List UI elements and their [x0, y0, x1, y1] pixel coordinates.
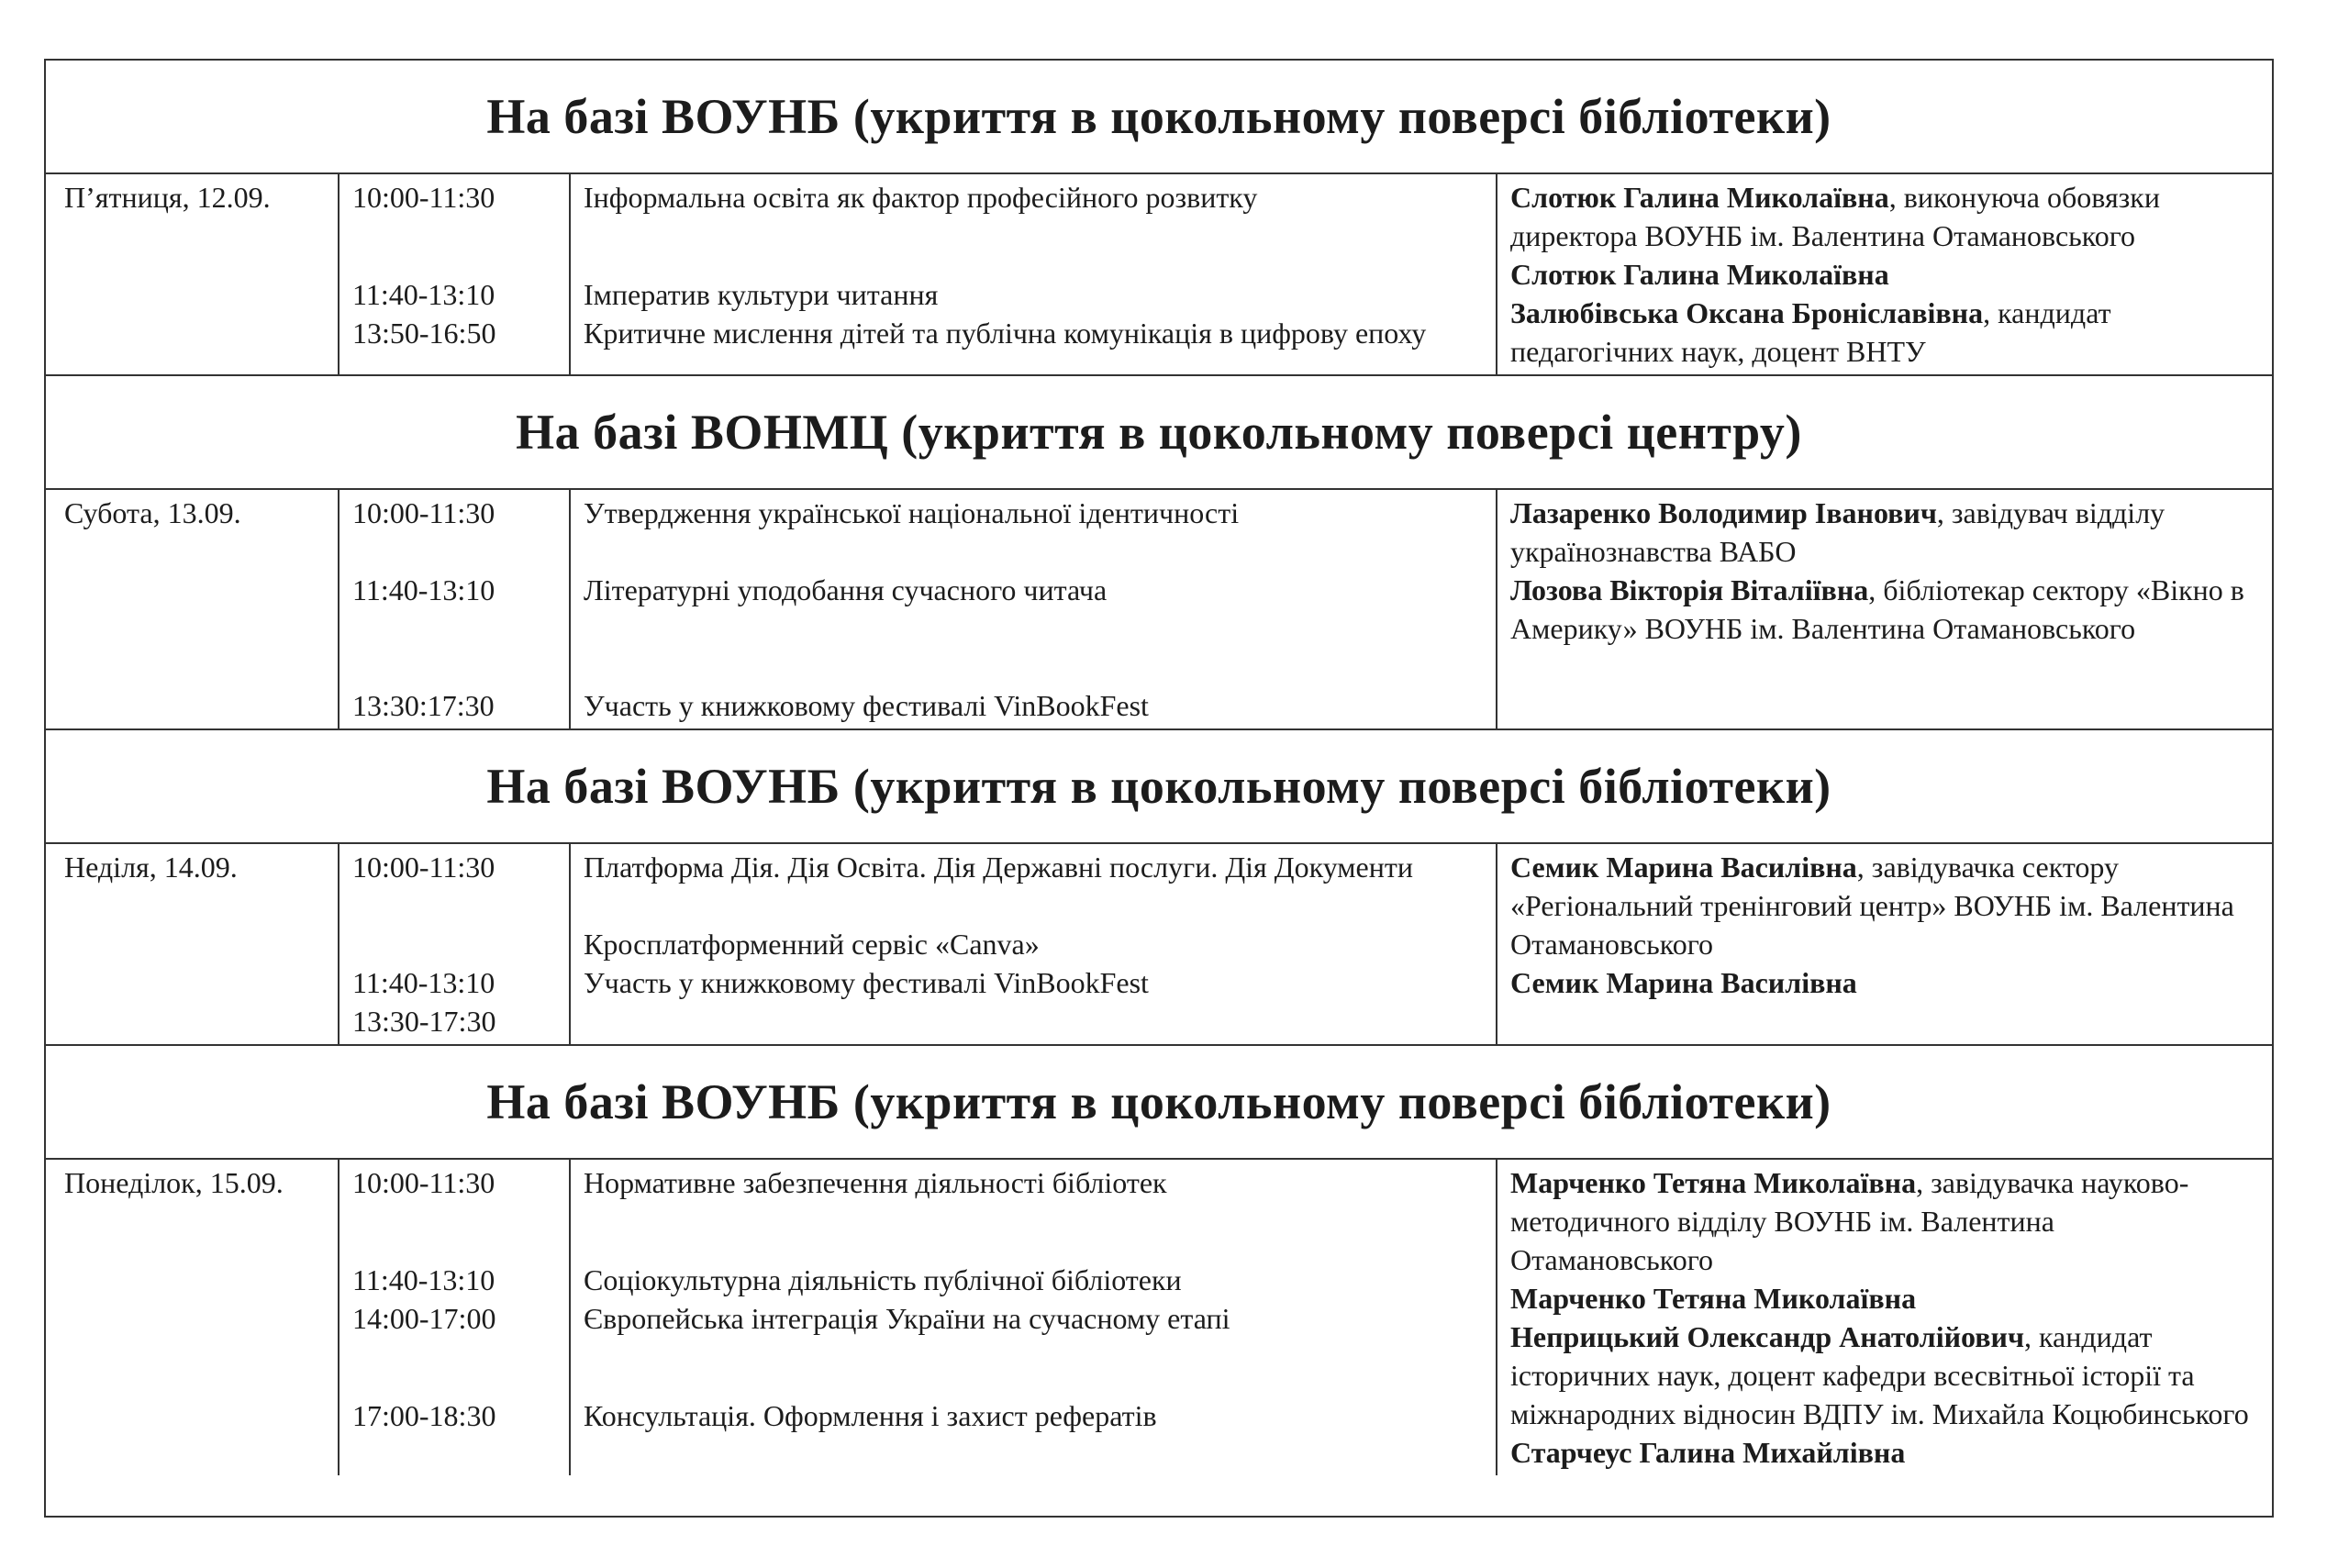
topic: Участь у книжковому фестивалі VinBookFest: [584, 966, 1149, 999]
speaker: [1510, 294, 2263, 371]
topic-column: [571, 174, 1497, 374]
speaker-role: , кандидат історичних наук, доцент кафедри всесвітньої історії та міжнародних відносин ВДПУ ім. Михайла Коцюбинського: [1510, 1320, 2249, 1430]
topic-column: [571, 490, 1497, 728]
speaker-name: Слотюк Галина Миколаївна: [1510, 181, 1889, 214]
speaker: [1510, 1433, 2263, 1472]
time-slot: 13:30:17:30: [352, 689, 495, 722]
time-slot: 13:50-16:50: [352, 317, 496, 350]
speaker-name: Слотюк Галина Миколаївна: [1510, 258, 1889, 291]
speaker: [1510, 255, 2263, 294]
time-slot: 10:00-11:30: [352, 1166, 495, 1199]
speaker-name: Лазаренко Володимир Іванович: [1510, 496, 1937, 529]
day-date: Неділя, 14.09.: [46, 844, 340, 1044]
time-slot: 11:40-13:10: [352, 966, 495, 999]
topic: Інформальна освіта як фактор професійного розвитку: [584, 181, 1258, 214]
topic: Утвердження української національної ідентичності: [584, 496, 1240, 529]
speaker: [1510, 571, 2263, 648]
time-slot: 10:00-11:30: [352, 851, 495, 884]
day-row: [46, 1160, 2272, 1475]
time-column: [340, 844, 571, 1044]
time-column: [340, 490, 571, 728]
topic: Консультація. Оформлення і захист рефератів: [584, 1399, 1157, 1432]
speaker: [1510, 848, 2263, 963]
speaker: [1510, 178, 2263, 255]
topic: Платформа Дія. Дія Освіта. Дія Державні послуги. Дія Документи: [584, 851, 1413, 884]
speaker-name: Лозова Вікторія Віталіївна: [1510, 573, 1869, 606]
time-slot: 17:00-18:30: [352, 1399, 496, 1432]
speaker: [1510, 963, 2263, 1002]
day-date: Субота, 13.09.: [46, 490, 340, 728]
time-slot: 10:00-11:30: [352, 496, 495, 529]
time-column: [340, 174, 571, 374]
day-date: Понеділок, 15.09.: [46, 1160, 340, 1475]
time-slot: 14:00-17:00: [352, 1302, 496, 1335]
speaker-name: Залюбівська Оксана Броніславівна: [1510, 296, 1984, 329]
speaker-role: , виконуюча обовязки директора ВОУНБ ім. Валентина Отамановського: [1510, 181, 2160, 252]
topic: Європейська інтеграція України на сучасному етапі: [584, 1302, 1230, 1335]
speaker-name: Старчеус Галина Михайлівна: [1510, 1436, 1906, 1469]
speaker-name: Марченко Тетяна Миколаївна: [1510, 1166, 1917, 1199]
speaker-name: Марченко Тетяна Миколаївна: [1510, 1282, 1917, 1315]
topic: Критичне мислення дітей та публічна комунікація в цифрову епоху: [584, 317, 1427, 350]
section-heading: На базі ВОУНБ (укриття в цокольному поверсі бібліотеки): [46, 730, 2272, 844]
speaker-column: [1497, 174, 2276, 374]
topic-column: [571, 844, 1497, 1044]
time-column: [340, 1160, 571, 1475]
speaker-role: , завідувач відділу українознавства ВАБО: [1510, 496, 2165, 568]
speaker-role: , кандидат педагогічних наук, доцент ВНТУ: [1510, 296, 2111, 368]
section-heading: На базі ВОНМЦ (укриття в цокольному поверсі центру): [46, 376, 2272, 490]
speaker-name: Семик Марина Василівна: [1510, 851, 1857, 884]
time-slot: 11:40-13:10: [352, 573, 495, 606]
topic: Соціокультурна діяльність публічної бібліотеки: [584, 1263, 1182, 1296]
speaker-column: [1497, 1160, 2276, 1475]
speaker: [1510, 1318, 2263, 1433]
speaker-column: [1497, 844, 2276, 1044]
time-slot: 11:40-13:10: [352, 278, 495, 311]
speaker: [1510, 494, 2263, 571]
topic: Імператив культури читання: [584, 278, 939, 311]
day-date: П’ятниця, 12.09.: [46, 174, 340, 374]
speaker-name: Неприцький Олександр Анатолійович: [1510, 1320, 2024, 1353]
topic: Участь у книжковому фестивалі VinBookFest: [584, 689, 1149, 722]
section-heading: На базі ВОУНБ (укриття в цокольному поверсі бібліотеки): [46, 61, 2272, 174]
day-row: [46, 490, 2272, 730]
topic: Нормативне забезпечення діяльності бібліотек: [584, 1166, 1167, 1199]
day-row: [46, 844, 2272, 1046]
time-slot: 10:00-11:30: [352, 181, 495, 214]
speaker-role: , бібліотекар сектору «Вікно в Америку» ВОУНБ ім. Валентина Отамановського: [1510, 573, 2244, 645]
topic: Літературні уподобання сучасного читача: [584, 573, 1108, 606]
day-row: [46, 174, 2272, 376]
speaker: [1510, 1279, 2263, 1318]
speaker-role: , завідувачка науково-методичного відділу ВОУНБ ім. Валентина Отамановського: [1510, 1166, 2189, 1276]
topic: Кросплатформенний сервіс «Canva»: [584, 928, 1040, 961]
speaker-column: [1497, 490, 2276, 728]
schedule-table: [44, 59, 2274, 1518]
topic-column: [571, 1160, 1497, 1475]
speaker-name: Семик Марина Василівна: [1510, 966, 1857, 999]
time-slot: 13:30-17:30: [352, 1005, 496, 1038]
time-slot: 11:40-13:10: [352, 1263, 495, 1296]
speaker: [1510, 1163, 2263, 1279]
section-heading: На базі ВОУНБ (укриття в цокольному поверсі бібліотеки): [46, 1046, 2272, 1160]
speaker-role: , завідувачка сектору «Регіональний тренінговий центр» ВОУНБ ім. Валентина Отамановського: [1510, 851, 2234, 961]
